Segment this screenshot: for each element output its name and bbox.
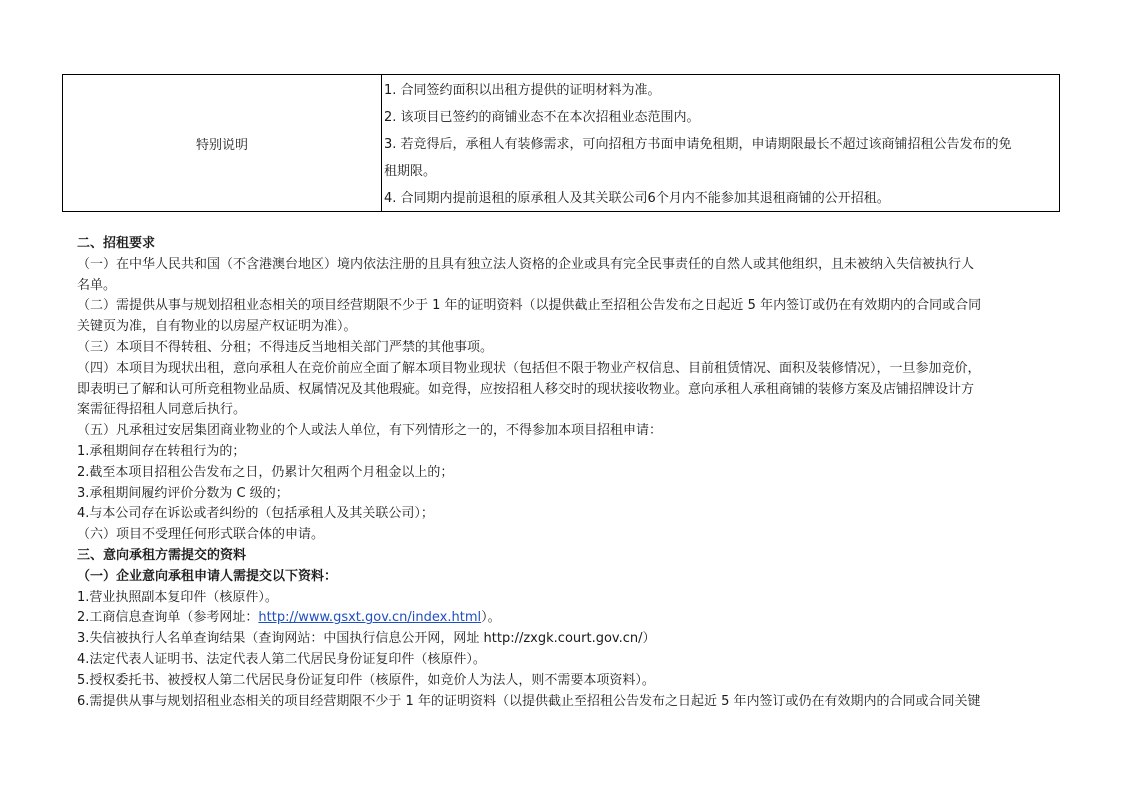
note-item-2: 2. 该项目已签约的商铺业态不在本次招租业态范围内。 (384, 110, 700, 125)
requirement-1-line-1: （一）在中华人民共和国（不含港澳台地区）境内依法注册的且具有独立法人资格的企业或具有完全民事责任的自然人或其他组织，且未被纳入失信被执行人 (77, 256, 975, 272)
requirement-4-line-1: （四）本项目为现状出租，意向承租人在竞价前应全面了解本项目物业现状（包括但不限于物业产权信息、目前租赁情况、面积及装修情况），一旦参加竞价， (77, 360, 981, 376)
requirement-5-item-4: 4.与本公司存在诉讼或者纠纷的（包括承租人及其关联公司）； (77, 506, 434, 522)
requirement-6: （六）项目不受理任何形式联合体的申请。 (77, 527, 325, 543)
requirement-5-item-2: 2.截至本项目招租公告发布之日，仍累计欠租两个月租金以上的； (77, 464, 454, 480)
requirement-2-line-2: 关键页为准，自有物业的以房屋产权证明为准）。 (77, 319, 357, 335)
section-heading-requirements: 二、招租要求 (77, 236, 156, 251)
material-item-4: 4.法定代表人证明书、法定代表人第二代居民身份证复印件（核原件）。 (77, 651, 486, 667)
requirement-5: （五）凡承租过安居集团商业物业的个人或法人单位，有下列情形之一的，不得参加本项目招租申请： (77, 423, 663, 439)
requirement-2-line-1: （二）需提供从事与规划招租业态相关的项目经营期限不少于 1 年的证明资料（以提供截止至招租公告发布之日起近 5 年内签订或仍在有效期内的合同或合同 (77, 298, 982, 314)
material-item-5: 5.授权委托书、被授权人第二代居民身份证复印件（核原件，如竞价人为法人，则不需要本项资料）。 (77, 672, 655, 688)
material-item-6: 6.需提供从事与规划招租业态相关的项目经营期限不少于 1 年的证明资料（以提供截止至招租公告发布之日起近 5 年内签订或仍在有效期内的合同或合同关键 (77, 693, 981, 709)
material-item-3: 3.失信被执行人名单查询结果（查询网站：中国执行信息公开网，网址 http://zxgk.court.gov.cn/） (77, 631, 656, 647)
requirement-3: （三）本项目不得转租、分租；不得违反当地相关部门严禁的其他事项。 (77, 339, 494, 355)
special-notes-table (62, 74, 1060, 212)
note-item-3: 3. 若竞得后，承租人有装修需求，可向招租方书面申请免租期，申请期限最长不超过该商铺招租公告发布的免 (384, 137, 1012, 152)
material-item-2-suffix: ）。 (481, 610, 501, 626)
requirement-4-line-2: 即表明已了解和认可所竞租物业品质、权属情况及其他瑕疵。如竞得，应按招租人移交时的现状接收物业。意向承租人承租商铺的装修方案及店铺招牌设计方 (77, 381, 975, 397)
material-item-2 (77, 608, 1057, 629)
special-notes-label: 特别说明 (63, 75, 382, 211)
section-heading-materials: 三、意向承租方需提交的资料 (77, 547, 247, 563)
document-body (77, 234, 1057, 712)
gsxt-link[interactable]: http://www.gsxt.gov.cn/index.html (258, 610, 482, 626)
requirement-5-item-3: 3.承租期间履约评价分数为 C 级的； (77, 485, 289, 501)
note-item-4: 4. 合同期内提前退租的原承租人及其关联公司6个月内不能参加其退租商铺的公开招租。 (384, 191, 890, 206)
requirement-5-item-1: 1.承租期间存在转租行为的； (77, 443, 246, 459)
note-item-3-continued: 租期限。 (384, 164, 437, 179)
requirement-1-line-2: 名单。 (77, 277, 117, 293)
requirement-4-line-3: 案需征得招租人同意后执行。 (77, 402, 247, 418)
special-notes-content (382, 75, 1059, 211)
note-item-1: 1. 合同签约面积以出租方提供的证明材料为准。 (384, 83, 661, 98)
material-item-1: 1.营业执照副本复印件（核原件）。 (77, 589, 278, 605)
material-item-2-prefix: 2.工商信息查询单（参考网址： (77, 610, 259, 626)
subsection-heading-enterprise: （一）企业意向承租申请人需提交以下资料： (77, 568, 338, 584)
